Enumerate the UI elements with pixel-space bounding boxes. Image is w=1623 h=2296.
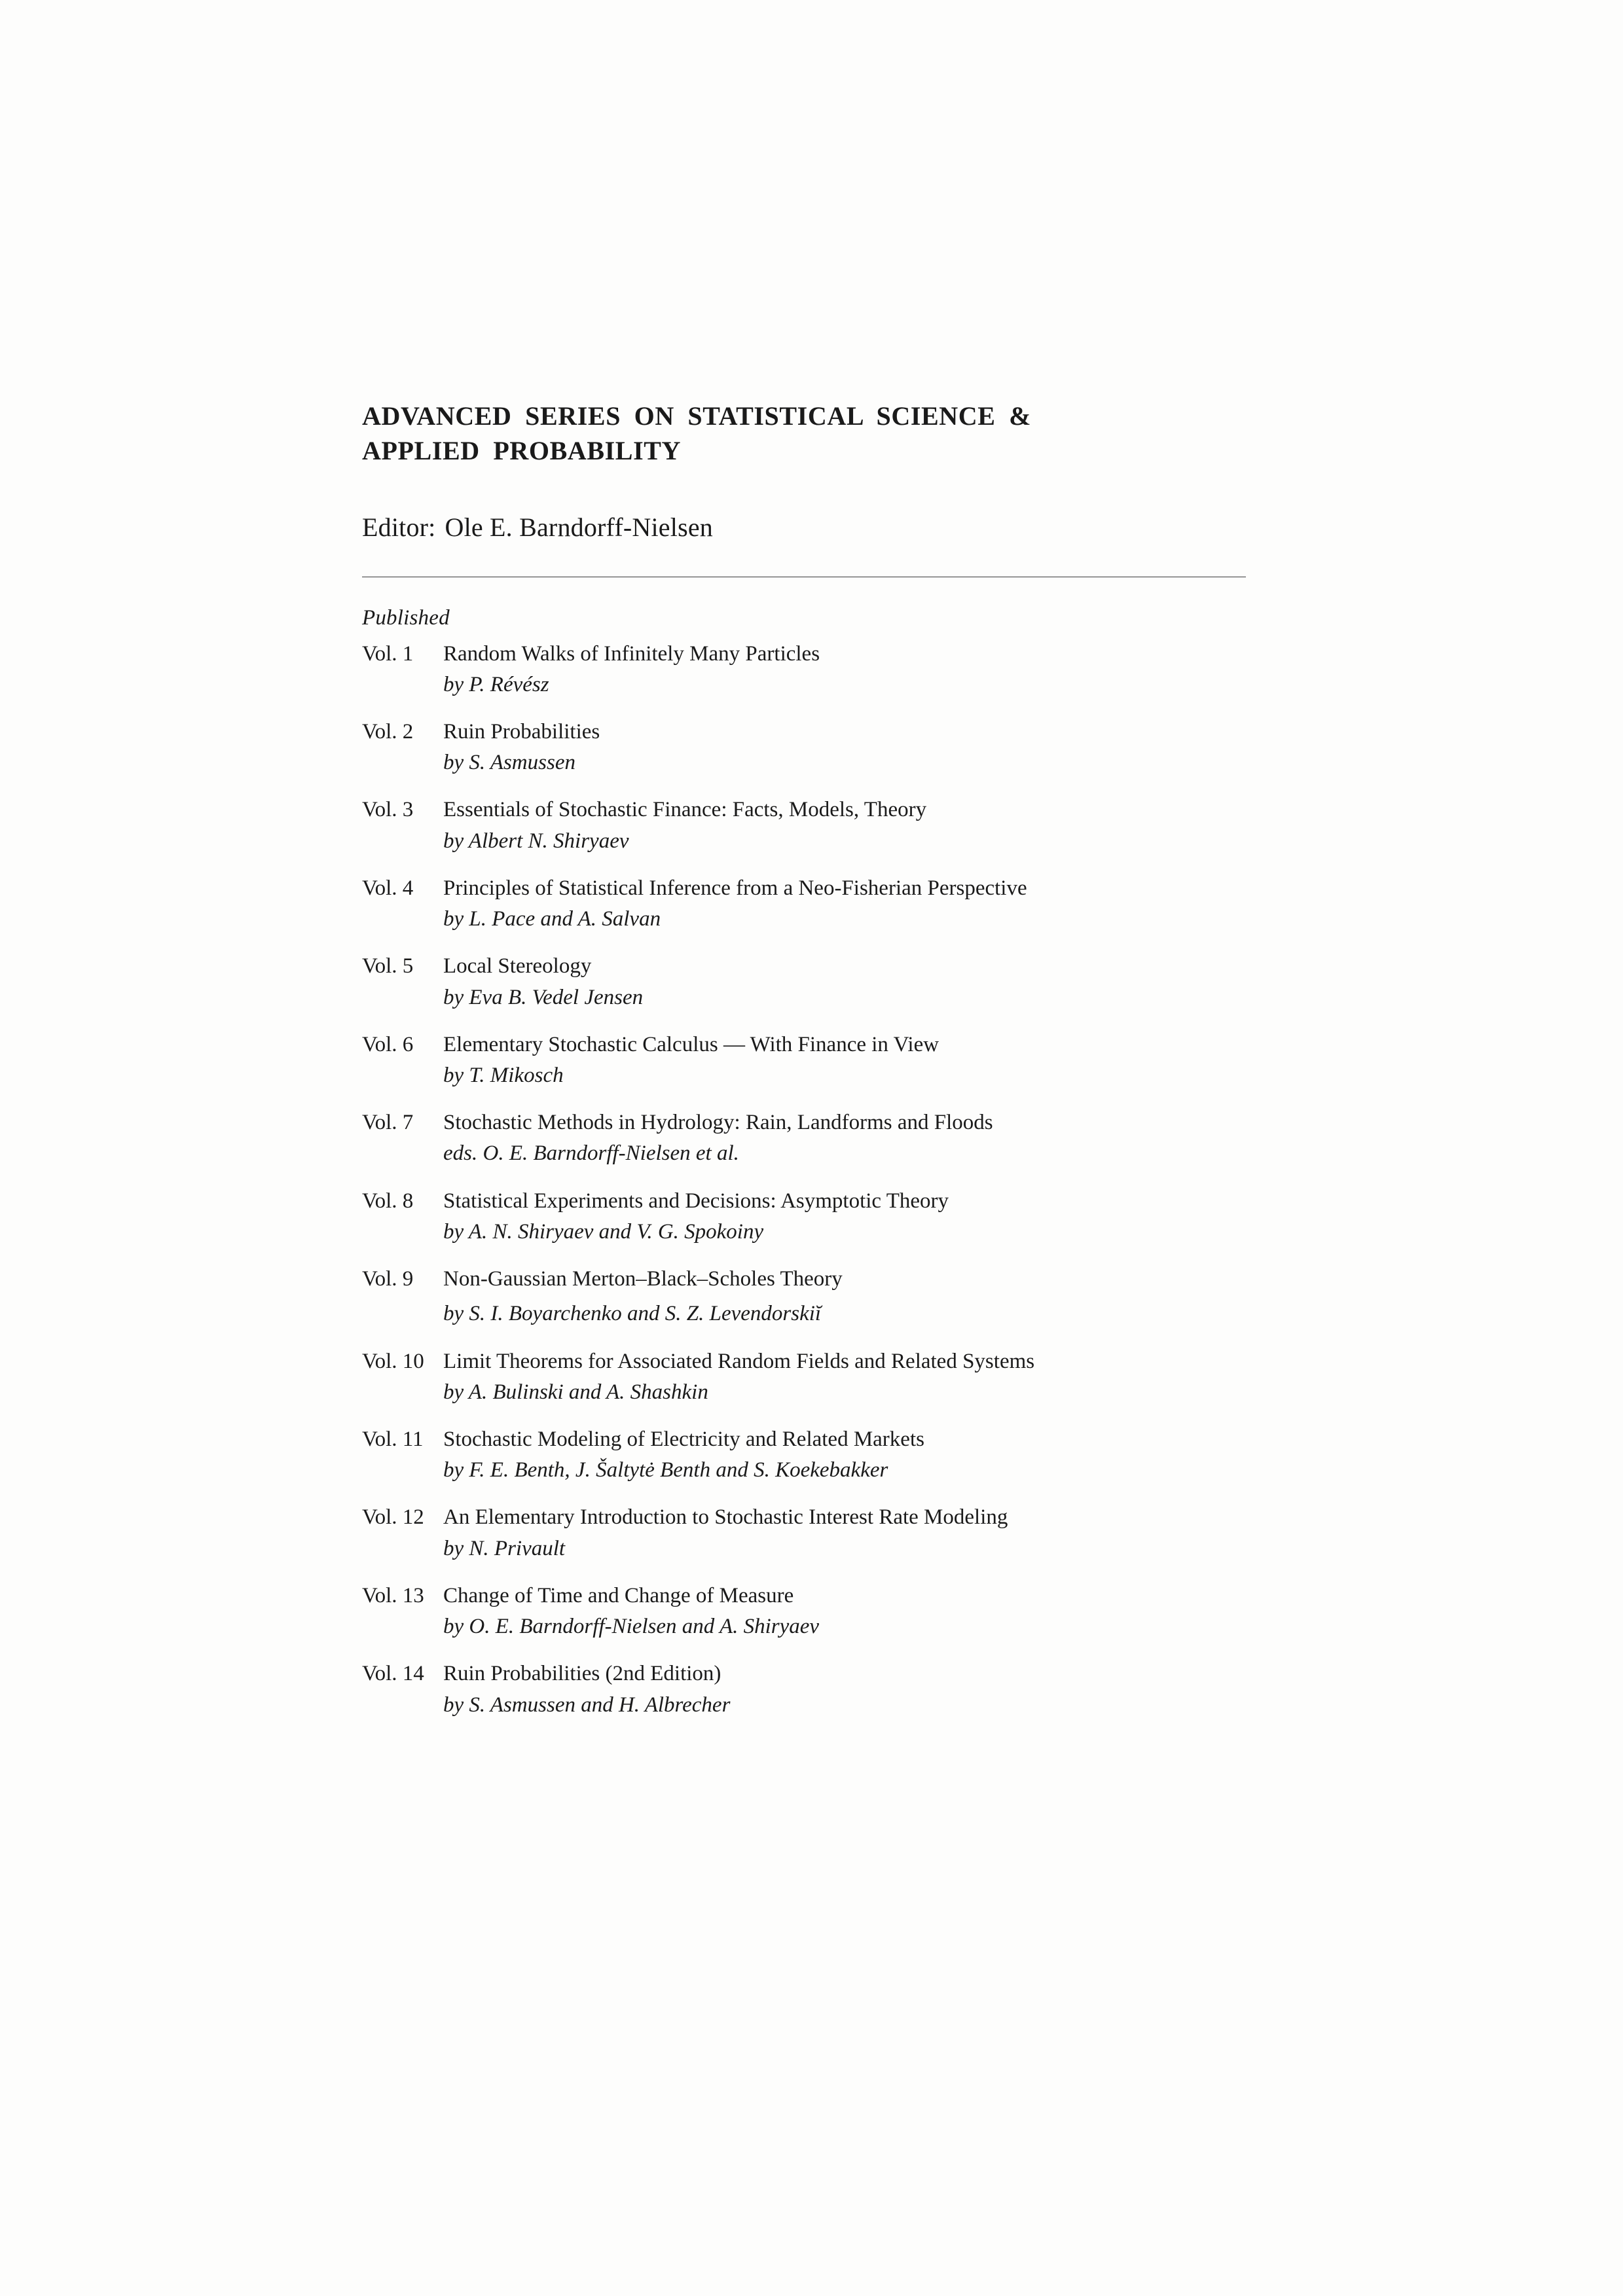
volume-author: by S. Asmussen (443, 751, 575, 775)
volume-number: Vol. 10 (362, 1349, 424, 1373)
editor-label: Editor: (362, 512, 436, 542)
volume-details (443, 795, 1266, 855)
volume-details (443, 639, 1266, 699)
list-item (362, 952, 1266, 1011)
volume-details (443, 952, 1266, 1011)
volume-details (443, 1108, 1266, 1168)
editor-name: Ole E. Barndorff-Nielsen (445, 512, 713, 542)
volume-number: Vol. 11 (362, 1427, 424, 1451)
volume-details (443, 1347, 1266, 1407)
volume-author: by Albert N. Shiryaev (443, 829, 629, 853)
volume-list (362, 639, 1266, 1719)
volume-details (443, 1187, 1266, 1246)
volume-details (443, 1030, 1266, 1090)
volume-title: Statistical Experiments and Decisions: Asymptotic Theory (443, 1189, 949, 1213)
volume-number: Vol. 7 (362, 1111, 414, 1135)
volume-author: by S. Asmussen and H. Albrecher (443, 1693, 731, 1717)
volume-title: Random Walks of Infinitely Many Particles (443, 641, 820, 666)
volume-number: Vol. 3 (362, 798, 414, 822)
list-item (362, 1503, 1266, 1562)
list-item (362, 1425, 1266, 1484)
volume-author: by P. Révész (443, 672, 549, 696)
volume-author: by A. N. Shiryaev and V. G. Spokoiny (443, 1219, 764, 1244)
volume-number: Vol. 1 (362, 641, 414, 666)
volume-number: Vol. 12 (362, 1505, 424, 1530)
volume-number: Vol. 13 (362, 1583, 424, 1607)
list-item (362, 639, 1266, 699)
volume-number: Vol. 9 (362, 1267, 414, 1291)
volume-title: Elementary Stochastic Calculus — With Finance in View (443, 1032, 939, 1056)
volume-details (443, 1425, 1266, 1484)
volume-details (443, 717, 1266, 777)
volume-author: by S. I. Boyarchenko and S. Z. Levendorskiĭ (443, 1302, 822, 1326)
list-item (362, 1265, 1266, 1328)
volume-author: by F. E. Benth, J. Šaltytė Benth and S. Koekebakker (443, 1458, 888, 1482)
list-item (362, 1030, 1266, 1090)
volume-title: Principles of Statistical Inference from a Neo-Fisherian Perspective (443, 876, 1027, 900)
series-title-line-1: ADVANCED SERIES ON STATISTICAL SCIENCE & (362, 401, 1032, 431)
volume-number: Vol. 6 (362, 1032, 414, 1056)
volume-details (443, 1503, 1266, 1562)
list-item (362, 717, 1266, 777)
volume-title: Non-Gaussian Merton–Black–Scholes Theory (443, 1267, 843, 1291)
volume-title: Local Stereology (443, 954, 592, 978)
volume-number: Vol. 8 (362, 1189, 414, 1213)
volume-author: by O. E. Barndorff-Nielsen and A. Shiryaev (443, 1615, 820, 1639)
list-item (362, 1347, 1266, 1407)
volume-author: by A. Bulinski and A. Shashkin (443, 1380, 708, 1404)
volume-title: Ruin Probabilities (443, 720, 600, 744)
volume-title: Essentials of Stochastic Finance: Facts, Models, Theory (443, 798, 927, 822)
volume-number: Vol. 5 (362, 954, 414, 978)
list-item (362, 795, 1266, 855)
volume-number: Vol. 14 (362, 1662, 424, 1686)
volume-author: by T. Mikosch (443, 1064, 564, 1087)
section-heading-published: Published (362, 605, 450, 630)
volume-details (443, 1659, 1266, 1719)
list-item (362, 1108, 1266, 1168)
series-title (362, 399, 1213, 469)
list-item (362, 874, 1266, 933)
volume-title: Stochastic Methods in Hydrology: Rain, Landforms and Floods (443, 1111, 993, 1135)
volume-author: by L. Pace and A. Salvan (443, 907, 661, 931)
volume-author: by N. Privault (443, 1536, 566, 1560)
list-item (362, 1659, 1266, 1719)
volume-details (443, 1581, 1266, 1641)
list-item (362, 1187, 1266, 1246)
volume-details (443, 1265, 1266, 1328)
volume-title: An Elementary Introduction to Stochastic Interest Rate Modeling (443, 1505, 1008, 1530)
volume-author: eds. O. E. Barndorff-Nielsen et al. (443, 1141, 739, 1166)
volume-number: Vol. 4 (362, 876, 414, 900)
list-item (362, 1581, 1266, 1641)
volume-author: by Eva B. Vedel Jensen (443, 985, 644, 1009)
volume-title: Stochastic Modeling of Electricity and Related Markets (443, 1427, 924, 1451)
volume-title: Change of Time and Change of Measure (443, 1583, 794, 1607)
series-editor (362, 512, 1266, 543)
page-content (362, 399, 1266, 1738)
volume-title: Limit Theorems for Associated Random Fields and Related Systems (443, 1349, 1035, 1373)
volume-title: Ruin Probabilities (2nd Edition) (443, 1662, 721, 1686)
volume-details (443, 874, 1266, 933)
series-title-line-2: APPLIED PROBABILITY (362, 435, 682, 465)
volume-number: Vol. 2 (362, 720, 414, 744)
